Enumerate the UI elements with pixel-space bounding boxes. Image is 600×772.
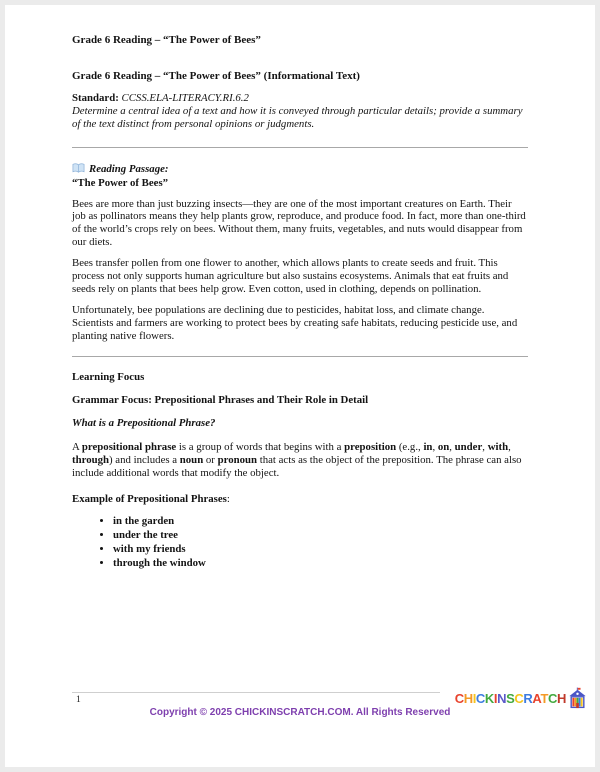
- learning-focus-heading: Learning Focus: [72, 370, 145, 383]
- passage-title: “The Power of Bees”: [72, 176, 169, 189]
- copyright-text: Copyright © 2025 CHICKINSCRATCH.COM. All Rights Reserved: [149, 707, 451, 718]
- document-subtitle: Grade 6 Reading – “The Power of Bees” (Informational Text): [72, 70, 360, 82]
- page-number: 1: [76, 695, 81, 705]
- open-book-icon: [72, 163, 85, 174]
- standard-label: Standard:: [72, 92, 119, 104]
- passage-paragraph-2: Bees transfer pollen from one flower to another, which allows plants to create seeds and fruit. This process not only supports human agriculture but also sustains ecosystems. Animals that eat fruits and seeds rely on plants that bees help grow. Even cotton, used in clothing, depends on pollination.: [72, 257, 509, 295]
- section-divider: [72, 356, 528, 357]
- question-heading: What is a Prepositional Phrase?: [72, 416, 216, 429]
- passage-heading: [72, 162, 528, 176]
- examples-heading-label: Example of Prepositional Phrases: [72, 493, 227, 506]
- page-footer: [0, 690, 600, 772]
- logo-wordmark: CHICKINSCRATCH: [454, 690, 566, 706]
- standard-description: Determine a central idea of a text and how it is conveyed through particular details; provide a summary of the text distinct from personal opinions or judgments.: [72, 104, 523, 131]
- standard-block: [72, 92, 528, 132]
- section-divider: [72, 147, 528, 148]
- examples-heading: [72, 493, 528, 506]
- chickinscratch-logo: [455, 687, 587, 709]
- schoolhouse-icon: [568, 687, 587, 709]
- footer-divider: [72, 692, 440, 693]
- examples-heading-colon: :: [226, 493, 230, 506]
- grammar-focus-heading: Grammar Focus: Prepositional Phrases and Their Role in Detail: [72, 393, 369, 406]
- standard-line: [72, 92, 528, 105]
- list-item: • under the tree: [113, 529, 528, 543]
- passage-paragraph-1: Bees are more than just buzzing insects—they are one of the most important creatures on Earth. Their job as pollinators means they help plants grow, reproduce, and produce food. In fact, more than one-third of the world’s crops rely on bees. Without them, many fruits, vegetables, and nuts would disappear from our diets.: [72, 197, 526, 249]
- standard-code: CCSS.ELA-LITERACY.RI.6.2: [121, 92, 249, 104]
- list-item: • with my friends: [113, 543, 528, 557]
- definition-paragraph: A prepositional phrase is a group of words that begins with a preposition (e.g., in, on, under, with, through) and includes a noun or pronoun that acts as the object of the preposition. The phrase can also include additional words that modify the object.: [72, 440, 522, 479]
- passage-paragraph-3: Unfortunately, bee populations are declining due to pesticides, habitat loss, and climate change. Scientists and farmers are working to protect bees by creating safe habitats, reducing pesticide use, and planting native flowers.: [72, 303, 518, 342]
- document-title: Grade 6 Reading – “The Power of Bees”: [72, 34, 261, 46]
- list-item: • in the garden: [113, 515, 528, 529]
- list-item: • through the window: [113, 557, 528, 571]
- examples-list: [72, 515, 528, 570]
- passage-heading-label: Reading Passage:: [89, 162, 169, 175]
